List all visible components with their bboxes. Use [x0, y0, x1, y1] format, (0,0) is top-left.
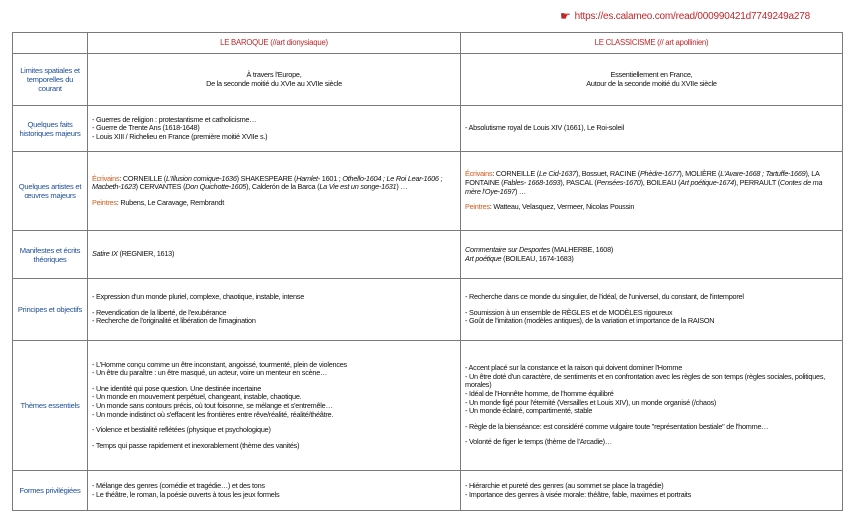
- list-item: - Volonté de figer le temps (thème de l'Arcadie)…: [465, 437, 612, 447]
- row-label-manifestes: Manifestes et écrits théoriques: [13, 231, 88, 279]
- text-segment: ), PERRAULT (: [733, 177, 780, 187]
- baroque-ecrivains: [92, 175, 456, 192]
- work-title: Fables- 1668-1693: [503, 177, 561, 187]
- text-segment: BOILEAU (: [646, 177, 681, 187]
- ecrivains-label: Écrivains: [92, 173, 120, 183]
- work-title: Othello-1604 ; Le Roi Lear-1606 ; Macbeth-1623: [92, 173, 443, 192]
- text-segment: (MALHERBE, 1608): [550, 244, 614, 254]
- limites-baroque-line1: À travers l'Europe,: [246, 69, 302, 79]
- list-item: - Une identité qui pose question. Une destinée incertaine: [92, 383, 262, 393]
- list-item: - Guerre de Trente Ans (1618-1648): [92, 123, 200, 133]
- source-url: https://es.calameo.com/read/000990421d7749249a278: [574, 10, 810, 22]
- text-segment: ),: [640, 177, 645, 187]
- cell-limites-baroque: [88, 54, 461, 106]
- cell-artistes-baroque: [88, 152, 461, 231]
- work-title: La Vie est un songe-1631: [319, 182, 397, 192]
- list-item: - Un monde éclairé, compartimenté, stable: [465, 406, 593, 416]
- text-segment: : Watteau, Velasquez, Vermeer, Nicolas Poussin: [489, 202, 635, 212]
- list-item: - Temps qui passe rapidement et inexorablement (thème des vanités): [92, 440, 300, 450]
- header-row: [13, 33, 843, 54]
- list-item: - Un monde figé pour l'éternité (Versailles et Louis XIV), un monde organisé (/chaos): [465, 397, 717, 407]
- cell-themes-classicisme: [461, 341, 843, 471]
- row-label-formes: Formes privilégiées: [13, 471, 88, 511]
- list-item: - L'Homme conçu comme un être inconstant, angoissé, tourmenté, plein de violences: [92, 359, 347, 369]
- text-segment: : CORNEILLE (: [119, 173, 166, 183]
- header-baroque: LE BAROQUE (//art dionysiaque): [88, 33, 461, 54]
- list-item: - Soumission à un ensemble de RÈGLES et de MODÈLES rigoureux: [465, 307, 673, 317]
- list-item: - Recherche de l'originalité et libération de l'imagination: [92, 316, 256, 326]
- list-item: - Violence et bestialité reflétées (physique et psychologique): [92, 425, 271, 435]
- cell-faits-classicisme: - Absolutisme royal de Louis XIV (1661), Le Roi-soleil: [461, 106, 843, 152]
- work-title: L'Avare-1668 ; Tartuffe-1669: [720, 169, 806, 179]
- cell-formes-baroque: [88, 471, 461, 511]
- limites-classicisme-line2: Autour de la seconde moitié du XVIIe siècle: [586, 78, 717, 88]
- comparison-table: [12, 32, 843, 511]
- work-title: Le Cid-1637: [538, 169, 576, 179]
- classicisme-ecrivains: [465, 170, 838, 196]
- row-label-themes: Thèmes essentiels: [13, 341, 88, 471]
- list-item: - Recherche dans ce monde du singulier, de l'idéal, de l'universel, du constant, de l'intemporel: [465, 292, 744, 302]
- list-item: - Louis XIII / Richelieu en France (première moitié XVIIe s.): [92, 131, 268, 141]
- text-segment: (REGNIER, 1613): [117, 249, 175, 259]
- row-label-principes: Principes et objectifs: [13, 279, 88, 341]
- cell-principes-baroque: [88, 279, 461, 341]
- cell-manifestes-classicisme: [461, 231, 843, 279]
- row-label-limites: Limites spatiales et temporelles du courant: [13, 54, 88, 106]
- text-segment: ) SHAKESPEARE (: [236, 173, 297, 183]
- list-item: - Hiérarchie et pureté des genres (au sommet se place la tragédie): [465, 480, 664, 490]
- text-segment: ),: [246, 182, 251, 192]
- classicisme-peintres: [465, 203, 838, 212]
- text-segment: - 1601 ;: [317, 173, 341, 183]
- list-item: - Un monde indistinct où s'effacent les frontières entre rêve/réalité, réalité/théâtre.: [92, 409, 334, 419]
- list-item: - Goût de l'imitation (modèles antiques), de la variation et importance de la RAISON: [465, 316, 715, 326]
- row-label-artistes: Quelques artistes et œuvres majeurs: [13, 152, 88, 231]
- work-title: L'Illusion comique-1636: [165, 173, 237, 183]
- peintres-label: Peintres: [465, 202, 490, 212]
- cell-formes-classicisme: [461, 471, 843, 511]
- list-item: - Règle de la bienséance: est considéré comme vulgaire toute "représentation bestiale" de l'homme…: [465, 421, 769, 431]
- list-item: - Mélange des genres (comédie et tragédie…) et des tons: [92, 480, 265, 490]
- list-item: - Importance des genres à visée morale: théâtre, fable, maximes et portraits: [465, 489, 691, 499]
- list-item: - Le théâtre, le roman, la poésie ouverts à tous les jeux formels: [92, 489, 280, 499]
- cell-manifestes-baroque: [88, 231, 461, 279]
- work-title: Satire IX: [92, 249, 118, 259]
- text-segment: : CORNEILLE (: [492, 169, 539, 179]
- text-segment: (BOILEAU, 1674-1683): [501, 253, 574, 263]
- work-title: Art poétique-1674: [680, 177, 734, 187]
- text-segment: ) …: [514, 186, 526, 196]
- list-item: - Expression d'un monde pluriel, complexe, chaotique, instable, intense: [92, 292, 305, 302]
- baroque-peintres: [92, 199, 456, 208]
- work-title: Commentaire sur Desportes: [465, 244, 550, 254]
- list-item: - Idéal de l'Honnête homme, de l'homme équilibré: [465, 388, 614, 398]
- list-item: - Un monde en mouvement perpétuel, changeant, instable, chaotique.: [92, 392, 302, 402]
- cell-faits-baroque: [88, 106, 461, 152]
- work-title: Phèdre-1677: [639, 169, 680, 179]
- limites-baroque-line2: De la seconde moitié du XVIe au XVIIe siècle: [206, 78, 342, 88]
- text-segment: ) …: [396, 182, 408, 192]
- ecrivains-label: Écrivains: [465, 169, 493, 179]
- list-item: - Guerres de religion : protestantisme et catholicisme…: [92, 114, 257, 124]
- header-empty-cell: [13, 33, 88, 54]
- row-principes: [13, 279, 843, 341]
- header-classicisme: LE CLASSICISME (// art apollinien): [461, 33, 843, 54]
- row-faits: [13, 106, 843, 152]
- text-segment: ) CERVANTES (: [135, 182, 186, 192]
- work-title: Contes de ma mère l'Oye-1697: [465, 177, 823, 196]
- text-segment: (: [718, 169, 721, 179]
- text-segment: ), LA FONTAINE (: [465, 169, 820, 187]
- list-item: - Accent placé sur la constance et la raison qui doivent dominer l'Homme: [465, 363, 683, 373]
- work-title: Hamlet: [296, 173, 318, 183]
- source-link[interactable]: [560, 9, 810, 23]
- text-segment: : Rubens, Le Caravage, Rembrandt: [116, 197, 224, 207]
- row-limites: [13, 54, 843, 106]
- pointing-hand-icon: ☛: [560, 9, 571, 23]
- list-item: - Un monde sans contours précis, où tout foisonne, se mélange et s'entremêle…: [92, 401, 333, 410]
- text-segment: ), MOLIÈRE: [679, 169, 717, 179]
- list-item: - Un être doté d'un caractère, de sentiments et en confrontation avec les règles de son temps (règles sociales, politiques, morales): [465, 371, 826, 390]
- row-formes: [13, 471, 843, 511]
- work-title: Don Quichotte-1605: [185, 182, 247, 192]
- work-title: Pensées-1670: [596, 177, 641, 187]
- list-item: - Revendication de la liberté, de l'exubérance: [92, 307, 227, 317]
- cell-artistes-classicisme: [461, 152, 843, 231]
- row-artistes: [13, 152, 843, 231]
- peintres-label: Peintres: [92, 197, 117, 207]
- cell-principes-classicisme: [461, 279, 843, 341]
- cell-themes-baroque: [88, 341, 461, 471]
- text-segment: ), Bossuet, RACINE (: [576, 169, 640, 179]
- cell-limites-classicisme: [461, 54, 843, 106]
- work-title: Art poétique: [465, 253, 502, 263]
- row-label-faits: Quelques faits historiques majeurs: [13, 106, 88, 152]
- text-segment: Calderón de la Barca (: [251, 182, 320, 192]
- list-item: - Un être du paraître : un être masqué, un acteur, voire un menteur en scène…: [92, 368, 328, 378]
- row-themes: [13, 341, 843, 471]
- text-segment: ), PASCAL (: [560, 177, 597, 187]
- row-manifestes: [13, 231, 843, 279]
- limites-classicisme-line1: Essentiellement en France,: [610, 69, 693, 79]
